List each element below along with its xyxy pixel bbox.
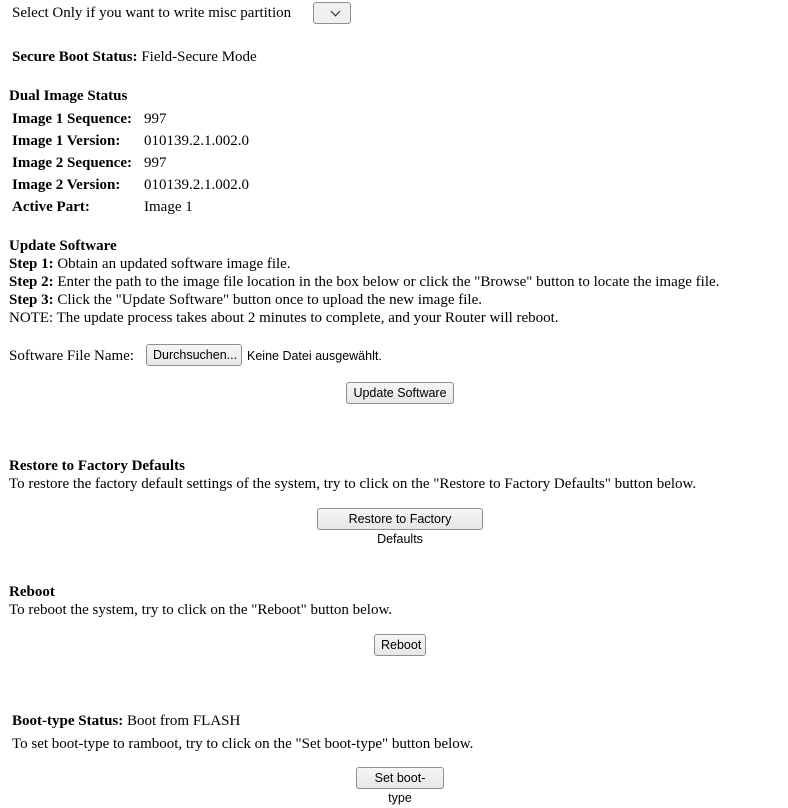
software-file-label: Software File Name: (9, 348, 134, 364)
secure-boot-value: Field-Secure Mode (141, 49, 257, 65)
active-part-value: Image 1 (144, 199, 193, 215)
reboot-button[interactable]: Reboot (374, 634, 426, 656)
image2-version-label: Image 2 Version: (12, 177, 121, 193)
misc-partition-select[interactable] (313, 2, 351, 24)
secure-boot-label: Secure Boot Status: (12, 49, 138, 65)
update-step-1 (9, 255, 291, 273)
boot-type-label: Boot-type Status: (12, 713, 124, 729)
image2-sequence-label: Image 2 Sequence: (12, 155, 132, 171)
update-note: NOTE: The update process takes about 2 minutes to complete, and your Router will reboot. (9, 310, 559, 326)
image1-version-label: Image 1 Version: (12, 133, 121, 149)
no-file-selected-text: Keine Datei ausgewählt. (247, 349, 382, 363)
image2-sequence-value: 997 (144, 155, 167, 171)
image1-version-value: 010139.2.1.002.0 (144, 133, 249, 149)
update-step-3 (9, 291, 482, 309)
boot-type-status (12, 712, 240, 730)
update-software-title: Update Software (9, 238, 117, 254)
step-1-label: Step 1: (9, 256, 54, 272)
step-1-text: Obtain an updated software image file. (57, 256, 291, 272)
update-step-2 (9, 273, 719, 291)
active-part-label: Active Part: (12, 199, 90, 215)
image2-version-value: 010139.2.1.002.0 (144, 177, 249, 193)
dual-image-title: Dual Image Status (9, 88, 128, 104)
boot-type-value: Boot from FLASH (127, 713, 241, 729)
reboot-description: To reboot the system, try to click on the "Reboot" button below. (9, 602, 393, 618)
reboot-title: Reboot (9, 584, 55, 600)
restore-factory-defaults-button[interactable]: Restore to Factory Defaults (317, 508, 483, 530)
chevron-down-icon (331, 7, 341, 17)
secure-boot-status (12, 48, 257, 66)
image1-sequence-label: Image 1 Sequence: (12, 111, 132, 127)
step-2-label: Step 2: (9, 274, 54, 290)
misc-partition-label: Select Only if you want to write misc partition (12, 5, 292, 21)
factory-defaults-title: Restore to Factory Defaults (9, 458, 185, 474)
set-boot-type-button[interactable]: Set boot-type (356, 767, 444, 789)
step-3-label: Step 3: (9, 292, 54, 308)
step-3-text: Click the "Update Software" button once to upload the new image file. (57, 292, 482, 308)
image1-sequence-value: 997 (144, 111, 167, 127)
step-2-text: Enter the path to the image file location in the box below or click the "Browse" button to locate the image file. (57, 274, 720, 290)
update-software-button[interactable]: Update Software (346, 382, 454, 404)
factory-defaults-description: To restore the factory default settings of the system, try to click on the "Restore to Factory Defaults" button below. (9, 476, 697, 492)
boot-type-description: To set boot-type to ramboot, try to click on the "Set boot-type" button below. (12, 736, 474, 752)
browse-file-button[interactable]: Durchsuchen... (146, 344, 242, 366)
